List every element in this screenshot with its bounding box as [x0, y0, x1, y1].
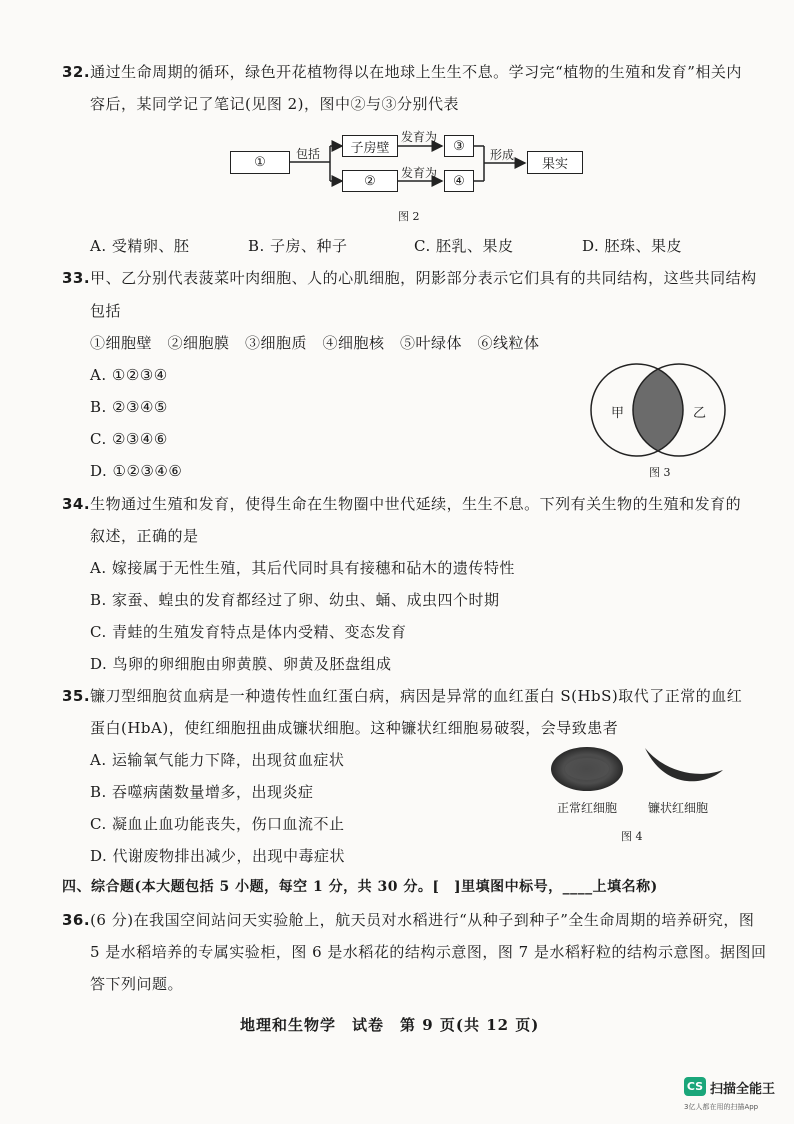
q35-option-c: C. 凝血止血功能丧失，伤口血流不止 [90, 815, 345, 833]
scanner-tagline: 3亿人都在用的扫描App [684, 1103, 759, 1111]
q32-option-d: D. 胚珠、果皮 [582, 237, 683, 255]
q34-option-c: C. 青蛙的生殖发育特点是体内受精、变态发育 [90, 623, 407, 641]
box-1: ① [230, 151, 290, 174]
label-develop-1: 发育为 [401, 130, 438, 144]
box-4: ④ [444, 170, 474, 192]
q32-option-b: B. 子房、种子 [248, 237, 348, 255]
q36-number: 36. [62, 911, 91, 929]
figure-3-caption: 图 3 [649, 466, 671, 479]
q33-option-d: D. ①②③④⑥ [90, 462, 183, 480]
section-4-heading: 四、综合题(本大题包括 5 小题，每空 1 分，共 30 分。[ ]里填图中标号，____上填名称) [62, 879, 658, 895]
q35-option-b: B. 吞噬病菌数量增多，出现炎症 [90, 783, 314, 801]
q34-number: 34. [62, 495, 91, 513]
q35-line2: 蛋白(HbA)，使红细胞扭曲成镰状细胞。这种镰状红细胞易破裂，会导致患者 [90, 719, 619, 737]
sickle-cell-label: 镰状红细胞 [648, 801, 709, 815]
page-footer: 地理和生物学 试卷 第 9 页(共 12 页) [240, 1016, 540, 1034]
venn-label-left: 甲 [611, 406, 625, 421]
q32-option-c: C. 胚乳、果皮 [414, 237, 514, 255]
q35-option-a: A. 运输氧气能力下降，出现贫血症状 [90, 751, 345, 769]
q34-option-b: B. 家蚕、蝗虫的发育都经过了卵、幼虫、蛹、成虫四个时期 [90, 591, 500, 609]
red-cells-figure [545, 740, 735, 800]
q32-line2: 容后，某同学记了笔记(见图 2)，图中②与③分别代表 [90, 95, 460, 113]
sickle-red-cell [645, 748, 723, 781]
venn-label-right: 乙 [693, 406, 707, 421]
q34-line2: 叙述，正确的是 [90, 527, 199, 545]
q33-option-c: C. ②③④⑥ [90, 430, 168, 448]
q34-option-d: D. 鸟卵的卵细胞由卵黄膜、卵黄及胚盘组成 [90, 655, 392, 673]
q33-number: 33. [62, 269, 91, 287]
scanner-logo-icon: CS [684, 1077, 706, 1096]
q32-number: 32. [62, 63, 91, 81]
q35-option-d: D. 代谢废物排出减少，出现中毒症状 [90, 847, 346, 865]
venn-diagram [585, 360, 735, 460]
box-2: ② [342, 170, 398, 192]
q33-line2: 包括 [90, 302, 122, 320]
box-3: ③ [444, 135, 474, 157]
q36-line2: 5 是水稻培养的专属实验柜，图 6 是水稻花的结构示意图，图 7 是水稻籽粒的结构示意图。据图回 [90, 943, 767, 961]
figure-4-caption: 图 4 [621, 830, 643, 843]
q35-line1: 35.镰刀型细胞贫血病是一种遗传性血红蛋白病，病因是异常的血红蛋白 S(HbS)取代了正常的血红 [62, 687, 743, 705]
label-form: 形成 [490, 148, 515, 162]
q33-option-b: B. ②③④⑤ [90, 398, 168, 416]
q36-line1: 36.(6 分)在我国空间站问天实验舱上，航天员对水稻进行“从种子到种子”全生命周期的培养研究，图 [62, 911, 755, 929]
q32-option-a: A. 受精卵、胚 [90, 237, 190, 255]
q33-option-a: A. ①②③④ [90, 366, 168, 384]
scanner-brand: 扫描全能王 [710, 1082, 776, 1097]
q35-number: 35. [62, 687, 91, 705]
label-include: 包括 [296, 147, 321, 161]
normal-cell-label: 正常红细胞 [557, 801, 618, 815]
label-develop-2: 发育为 [401, 166, 438, 180]
q36-line3: 答下列问题。 [90, 975, 184, 993]
q32-line1: 32.通过生命周期的循环，绿色开花植物得以在地球上生生不息。学习完“植物的生殖和发育”相关内 [62, 63, 742, 81]
q33-items: ①细胞壁 ②细胞膜 ③细胞质 ④细胞核 ⑤叶绿体 ⑥线粒体 [90, 334, 540, 352]
box-ovary-wall: 子房壁 [342, 135, 398, 157]
figure-2-caption: 图 2 [398, 210, 420, 223]
q34-line1: 34.生物通过生殖和发育，使得生命在生物圈中世代延续，生生不息。下列有关生物的生殖和发育的 [62, 495, 742, 513]
box-fruit: 果实 [527, 151, 583, 174]
q34-option-a: A. 嫁接属于无性生殖，其后代同时具有接穗和砧木的遗传特性 [90, 559, 515, 577]
q33-line1: 33.甲、乙分别代表菠菜叶肉细胞、人的心肌细胞，阴影部分表示它们具有的共同结构，这些共同结构 [62, 269, 757, 287]
